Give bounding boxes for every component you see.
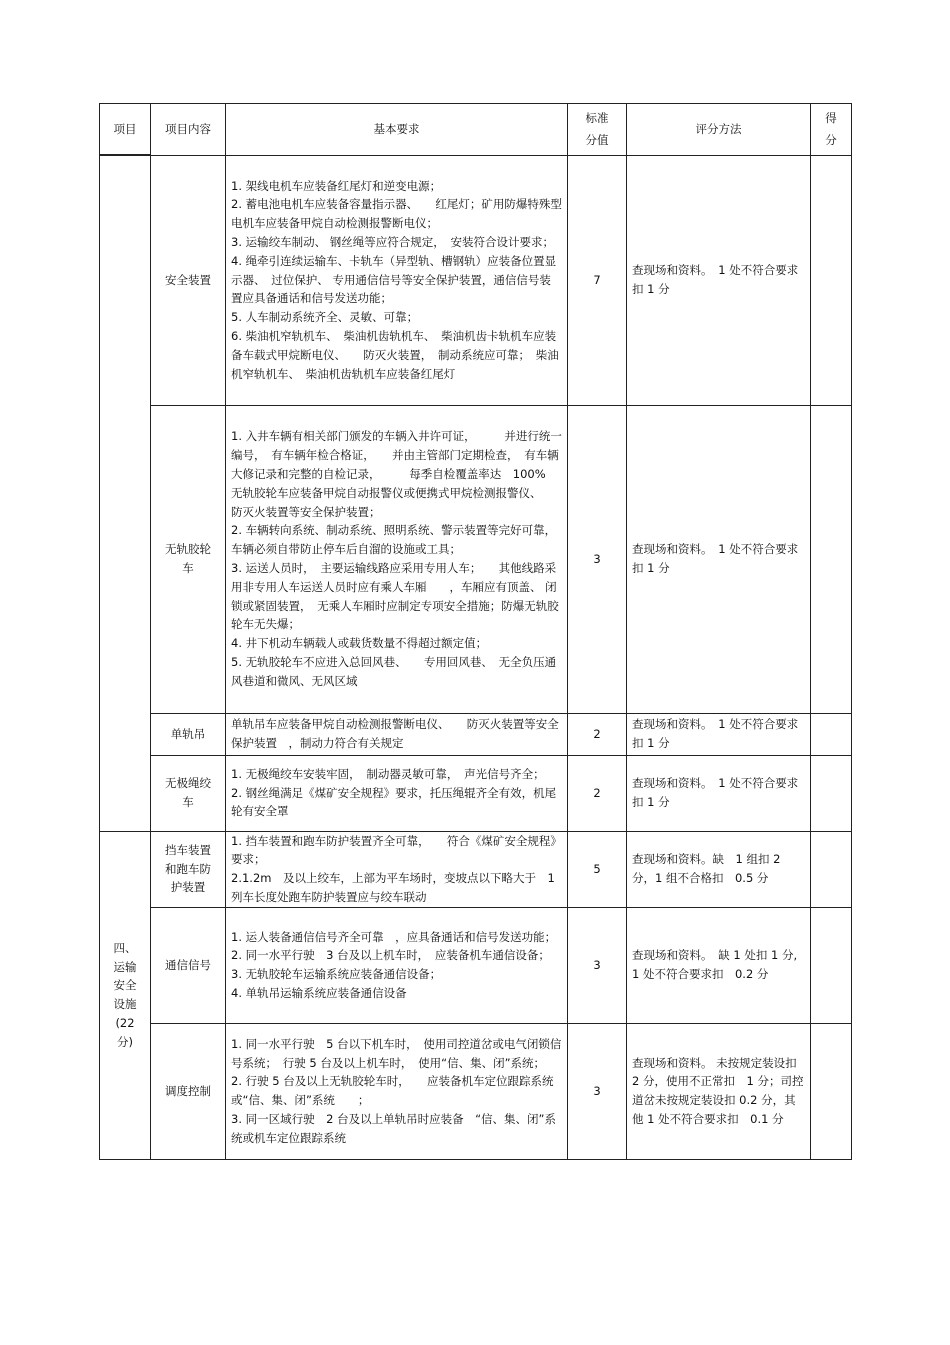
row-score: 3 [568, 907, 627, 1023]
row-method: 查现场和资料。 1 处不符合要求扣 1 分 [627, 713, 811, 755]
table-row [100, 155, 852, 405]
table-row [100, 713, 852, 755]
row-content: 无轨胶轮 车 [151, 405, 226, 713]
row-get [811, 155, 852, 405]
row-method: 查现场和资料。缺 1 组扣 2 分，1 组不合格扣 0.5 分 [627, 831, 811, 907]
row-content: 通信信号 [151, 907, 226, 1023]
row-get [811, 405, 852, 713]
row-score: 3 [568, 405, 627, 713]
row-requirement: 1. 无极绳绞车安装牢固， 制动器灵敏可靠， 声光信号齐全； 2. 钢丝绳满足《煤矿安全规程》要求，托压绳辊齐全有效，机尾轮有安全罩 [226, 755, 568, 831]
row-requirement: 1. 运人装备通信信号齐全可靠 ，应具备通话和信号发送功能； 2. 同一水平行驶 3 台及以上机车时， 应装备机车通信设备； 3. 无轨胶轮车运输系统应装备通信设备； 4. 单轨吊运输系统应装备通信设备 [226, 907, 568, 1023]
table-row [100, 755, 852, 831]
row-requirement: 1. 架线电机车应装备红尾灯和逆变电源； 2. 蓄电池电机车应装备容量指示器、 红尾灯；矿用防爆特殊型电机车应装备甲烷自动检测报警断电仪； 3. 运输绞车制动、 钢丝绳等应符合规定， 安装符合设计要求； 4. 绳牵引连续运输车、卡轨车（异型轨、槽钢轨）应装备位置显示器、 过位保护、 专用通信信号等安全保护装置，通信信号装置应具备通话和信号发送功能； 5. 人车制动系统齐全、灵敏、可靠； 6. 柴油机窄轨机车、 柴油机齿轨机车、 柴油机齿卡轨机车应装备车载式甲烷断电仪、 防灭火装置， 制动系统应可靠； 柴油机窄轨机车、 柴油机齿轨机车应装备红尾灯 [226, 155, 568, 405]
row-get [811, 1023, 852, 1159]
header-score: 标准 分值 [568, 104, 627, 156]
row-content: 无极绳绞 车 [151, 755, 226, 831]
table-row [100, 1023, 852, 1159]
row-score: 2 [568, 755, 627, 831]
header-method: 评分方法 [627, 104, 811, 156]
table-row [100, 405, 852, 713]
header-item: 项目 [100, 104, 151, 156]
category-cell-continued [100, 155, 151, 831]
row-score: 3 [568, 1023, 627, 1159]
header-content: 项目内容 [151, 104, 226, 156]
table-row [100, 907, 852, 1023]
row-requirement: 1. 入井车辆有相关部门颁发的车辆入井许可证， 并进行统一编号， 有车辆年检合格证， 并由主管部门定期检查， 有车辆大修记录和完整的自检记录， 每季自检覆盖率达 100% 无轨胶轮车应装备甲烷自动报警仪或便携式甲烷检测报警仪、 防灭火装置等安全保护装置； 2. 车辆转向系统、制动系统、照明系统、警示装置等完好可靠，车辆必须自带防止停车后自溜的设施或工具； 3. 运送人员时， 主要运输线路应采用专用人车； 其他线路采用非专用人车运送人员时应有乘人车厢 ，车厢应有顶盖、 闭锁或紧固装置， 无乘人车厢时应制定专项安全措施；防爆无轨胶轮车无失爆； 4. 井下机动车辆载人或载货数量不得超过额定值； 5. 无轨胶轮车不应进入总回风巷、 专用回风巷、 无全负压通风巷道和微风、无风区域 [226, 405, 568, 713]
row-method: 查现场和资料。 1 处不符合要求扣 1 分 [627, 405, 811, 713]
row-get [811, 907, 852, 1023]
row-score: 2 [568, 713, 627, 755]
header-row [100, 104, 852, 156]
row-content: 单轨吊 [151, 713, 226, 755]
scoring-table [99, 103, 852, 1160]
header-requirement: 基本要求 [226, 104, 568, 156]
row-method: 查现场和资料。 未按规定装设扣 2 分，使用不正常扣 1 分；司控道岔未按规定装设扣 0.2 分，其他 1 处不符合要求扣 0.1 分 [627, 1023, 811, 1159]
row-method: 查现场和资料。 缺 1 处扣 1 分, 1 处不符合要求扣 0.2 分 [627, 907, 811, 1023]
row-requirement: 1. 挡车装置和跑车防护装置齐全可靠， 符合《煤矿安全规程》要求； 2.1.2m 及以上绞车，上部为平车场时，变坡点以下略大于 1 列车长度处跑车防护装置应与绞车联动 [226, 831, 568, 907]
row-get [811, 831, 852, 907]
row-content: 调度控制 [151, 1023, 226, 1159]
row-score: 5 [568, 831, 627, 907]
category-label: 四、 运输 安全 设施 (22 分) [100, 831, 151, 1159]
row-requirement: 1. 同一水平行驶 5 台以下机车时， 使用司控道岔或电气闭锁信号系统； 行驶 5 台及以上机车时， 使用“信、集、闭”系统； 2. 行驶 5 台及以上无轨胶轮车时， 应装备机车定位跟踪系统或“信、集、闭”系统 ； 3. 同一区域行驶 2 台及以上单轨吊时应装备 “信、集、闭”系统或机车定位跟踪系统 [226, 1023, 568, 1159]
row-method: 查现场和资料。 1 处不符合要求扣 1 分 [627, 155, 811, 405]
row-method: 查现场和资料。 1 处不符合要求扣 1 分 [627, 755, 811, 831]
header-get: 得 分 [811, 104, 852, 156]
table-row [100, 831, 852, 907]
row-content: 安全装置 [151, 155, 226, 405]
row-get [811, 755, 852, 831]
row-score: 7 [568, 155, 627, 405]
row-get [811, 713, 852, 755]
row-content: 挡车装置 和跑车防 护装置 [151, 831, 226, 907]
row-requirement: 单轨吊车应装备甲烷自动检测报警断电仪、 防灭火装置等安全保护装置 ，制动力符合有关规定 [226, 713, 568, 755]
